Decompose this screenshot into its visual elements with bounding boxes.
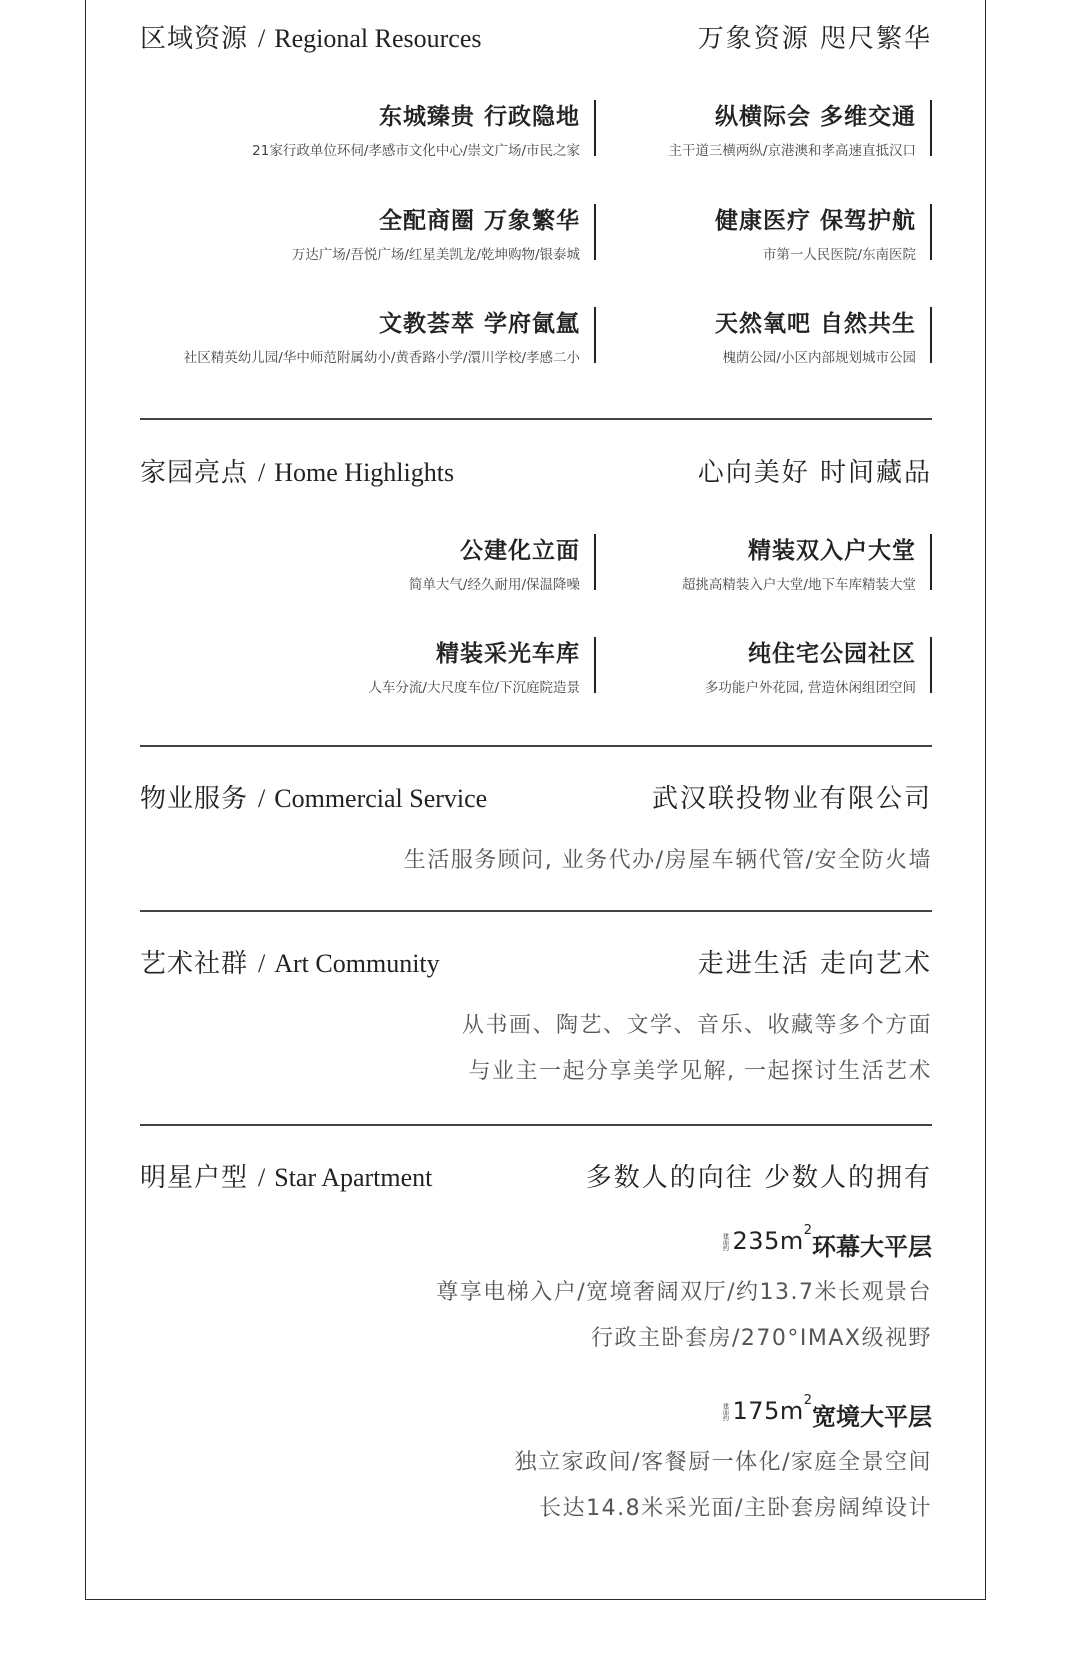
feature-title: 全配商圈 万象繁华 [378,208,580,234]
feature-sub: 槐荫公园/小区内部规划城市公园 [722,350,916,366]
section-header [140,18,932,62]
feature-item [156,305,596,366]
section-title [140,778,487,815]
title-en: Star Apartment [274,1163,433,1192]
title-slash: / [258,1163,267,1192]
section-slogan: 走进生活 走向艺术 [697,949,932,979]
title-cn: 区域资源 [140,24,249,54]
title-slash: / [258,24,267,53]
section-header [140,943,932,987]
title-en: Commercial Service [274,784,488,813]
feature-title: 文教荟萃 学府氤氲 [378,311,580,337]
feature-item [612,98,932,159]
feature-sub: 万达广场/吾悦广场/红星美凯龙/乾坤购物/银泰城 [291,247,580,263]
art-line-1: 从书画、陶艺、文学、音乐、收藏等多个方面 [461,1013,932,1038]
title-cn: 家园亮点 [140,458,249,488]
vertical-bar [594,204,596,260]
section-title [140,1157,432,1194]
section-slogan: 武汉联投物业有限公司 [651,784,932,814]
title-cn: 物业服务 [140,784,249,814]
feature-item [156,635,596,696]
section-header [140,452,932,496]
feature-sub: 简单大气/经久耐用/保温降噪 [408,577,580,593]
title-cn: 明星户型 [140,1163,249,1193]
vertical-bar [930,637,932,693]
title-en: Art Community [274,949,440,978]
feature-title: 公建化立面 [460,538,580,564]
section-home [140,452,932,702]
apartment-title [721,1393,932,1432]
feature-sub: 超挑高精装入户大堂/地下车库精装大堂 [681,577,916,593]
apartment-area: 175m [732,1397,804,1425]
vertical-bar [930,100,932,156]
feature-item [612,635,932,696]
vertical-bar [930,534,932,590]
section-slogan: 心向美好 时间藏品 [697,458,932,488]
feature-item [612,202,932,263]
title-cn: 艺术社群 [140,949,249,979]
vertical-bar [594,100,596,156]
feature-sub: 主干道三横两纵/京港澳和孝高速直抵汉口 [668,143,916,159]
vertical-bar [594,534,596,590]
feature-sub: 21家行政单位环伺/孝感市文化中心/崇文广场/市民之家 [252,143,580,159]
feature-sub: 社区精英幼儿园/华中师范附属幼小/黄香路小学/澴川学校/孝感二小 [183,350,580,366]
feature-title: 东城臻贵 行政隐地 [378,104,580,130]
section-divider [140,910,932,912]
feature-title: 健康医疗 保驾护航 [714,208,916,234]
section-header [140,778,932,822]
feature-item [612,532,932,593]
section-divider [140,745,932,747]
vertical-bar [930,307,932,363]
title-slash: / [258,784,267,813]
feature-item [156,532,596,593]
feature-title: 纯住宅公园社区 [748,641,916,667]
feature-item [612,305,932,366]
section-divider [140,1124,932,1126]
feature-item [156,98,596,159]
apartment-name: 宽境大平层 [812,1403,932,1431]
section-header [140,1157,932,1201]
apartment-name: 环幕大平层 [812,1233,932,1261]
area-unit-sup: 2 [803,1223,812,1238]
section-title [140,452,454,489]
feature-sub: 多功能户外花园, 营造休闲组团空间 [704,680,916,696]
area-tag: 建面约 [721,1403,729,1421]
section-title [140,18,481,55]
apartment-area: 235m [732,1227,804,1255]
vertical-bar [594,637,596,693]
feature-title: 纵横际会 多维交通 [714,104,916,130]
title-slash: / [258,458,267,487]
apartment-line: 长达14.8米采光面/主卧套房阔绰设计 [539,1496,932,1521]
title-en: Regional Resources [274,24,482,53]
feature-sub: 人车分流/大尺度车位/下沉庭院造景 [368,680,580,696]
section-art [140,943,932,1093]
feature-title: 天然氧吧 自然共生 [714,311,916,337]
feature-title: 精装双入户大堂 [748,538,916,564]
feature-sub: 市第一人民医院/东南医院 [762,247,916,263]
area-unit-sup: 2 [803,1393,812,1408]
section-service [140,778,932,878]
title-en: Home Highlights [274,458,455,487]
feature-item [156,202,596,263]
section-slogan: 万象资源 咫尺繁华 [697,24,932,54]
apartment-line: 尊享电梯入户/宽境奢阔双厅/约13.7米长观景台 [436,1280,932,1305]
section-star [140,1157,932,1521]
section-divider [140,418,932,420]
area-tag: 建面约 [721,1233,729,1251]
section-regional [140,18,932,366]
vertical-bar [930,204,932,260]
section-slogan: 多数人的向往 少数人的拥有 [585,1163,932,1193]
section-title [140,943,440,980]
art-line-2: 与业主一起分享美学见解, 一起探讨生活艺术 [468,1059,932,1084]
apartment-title [721,1223,932,1262]
feature-title: 精装采光车库 [436,641,580,667]
apartment-line: 独立家政间/客餐厨一体化/家庭全景空间 [514,1450,932,1475]
apartment-line: 行政主卧套房/270°IMAX级视野 [591,1326,932,1351]
title-slash: / [258,949,267,978]
vertical-bar [594,307,596,363]
service-description: 生活服务顾问, 业务代办/房屋车辆代管/安全防火墙 [403,848,932,873]
